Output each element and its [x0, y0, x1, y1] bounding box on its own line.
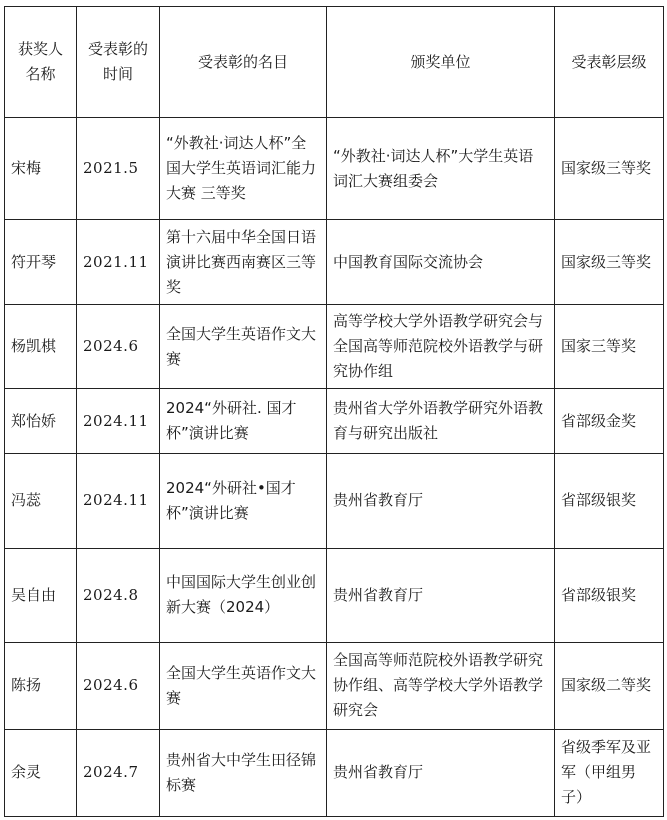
table-row — [5, 454, 664, 548]
cell-name: 杨凯棋 — [5, 305, 77, 389]
table-row — [5, 389, 664, 454]
header-level: 受表彰层级 — [555, 7, 664, 118]
cell-time: 2024.6 — [77, 305, 160, 389]
header-time: 受表彰的时间 — [77, 7, 160, 118]
table-row — [5, 305, 664, 389]
cell-name: 冯蕊 — [5, 454, 77, 548]
cell-issuer: 高等学校大学外语教学研究会与全国高等师范院校外语教学与研究协作组 — [327, 305, 555, 389]
cell-title: 2024“外研社. 国才杯”演讲比赛 — [160, 389, 327, 454]
cell-level: 省部级金奖 — [555, 389, 664, 454]
cell-time: 2021.5 — [77, 118, 160, 220]
cell-issuer: 贵州省教育厅 — [327, 548, 555, 642]
cell-level: 国家级三等奖 — [555, 220, 664, 305]
header-issuer: 颁奖单位 — [327, 7, 555, 118]
cell-level: 省部级银奖 — [555, 548, 664, 642]
table-row — [5, 220, 664, 305]
cell-level: 国家三等奖 — [555, 305, 664, 389]
cell-time: 2024.6 — [77, 642, 160, 729]
cell-name: 宋梅 — [5, 118, 77, 220]
table-row — [5, 548, 664, 642]
table-row — [5, 118, 664, 220]
cell-issuer: 贵州省教育厅 — [327, 729, 555, 816]
cell-time: 2024.11 — [77, 454, 160, 548]
cell-level: 国家级三等奖 — [555, 118, 664, 220]
cell-name: 陈扬 — [5, 642, 77, 729]
cell-issuer: 贵州省大学外语教学研究外语教育与研究出版社 — [327, 389, 555, 454]
cell-issuer: 全国高等师范院校外语教学研究协作组、高等学校大学外语教学研究会 — [327, 642, 555, 729]
cell-name: 余灵 — [5, 729, 77, 816]
cell-level: 国家级二等奖 — [555, 642, 664, 729]
table-row — [5, 729, 664, 816]
cell-title: 2024“外研社•国才杯”演讲比赛 — [160, 454, 327, 548]
cell-title: “外教社·词达人杯”全国大学生英语词汇能力大赛 三等奖 — [160, 118, 327, 220]
cell-name: 郑怡娇 — [5, 389, 77, 454]
cell-level: 省部级银奖 — [555, 454, 664, 548]
cell-title: 中国国际大学生创业创新大赛（2024） — [160, 548, 327, 642]
cell-issuer: 中国教育国际交流协会 — [327, 220, 555, 305]
cell-title: 全国大学生英语作文大赛 — [160, 305, 327, 389]
cell-name: 符开琴 — [5, 220, 77, 305]
cell-name: 吴自由 — [5, 548, 77, 642]
cell-time: 2024.7 — [77, 729, 160, 816]
cell-time: 2021.11 — [77, 220, 160, 305]
cell-time: 2024.8 — [77, 548, 160, 642]
cell-title: 贵州省大中学生田径锦标赛 — [160, 729, 327, 816]
header-title: 受表彰的名目 — [160, 7, 327, 118]
cell-issuer: 贵州省教育厅 — [327, 454, 555, 548]
cell-issuer: “外教社·词达人杯”大学生英语词汇大赛组委会 — [327, 118, 555, 220]
cell-level: 省级季军及亚军（甲组男子） — [555, 729, 664, 816]
header-name: 获奖人名称 — [5, 7, 77, 118]
cell-title: 第十六届中华全国日语演讲比赛西南赛区三等奖 — [160, 220, 327, 305]
header-row — [5, 7, 664, 118]
table-row — [5, 642, 664, 729]
cell-title: 全国大学生英语作文大赛 — [160, 642, 327, 729]
cell-time: 2024.11 — [77, 389, 160, 454]
awards-table — [4, 6, 664, 817]
